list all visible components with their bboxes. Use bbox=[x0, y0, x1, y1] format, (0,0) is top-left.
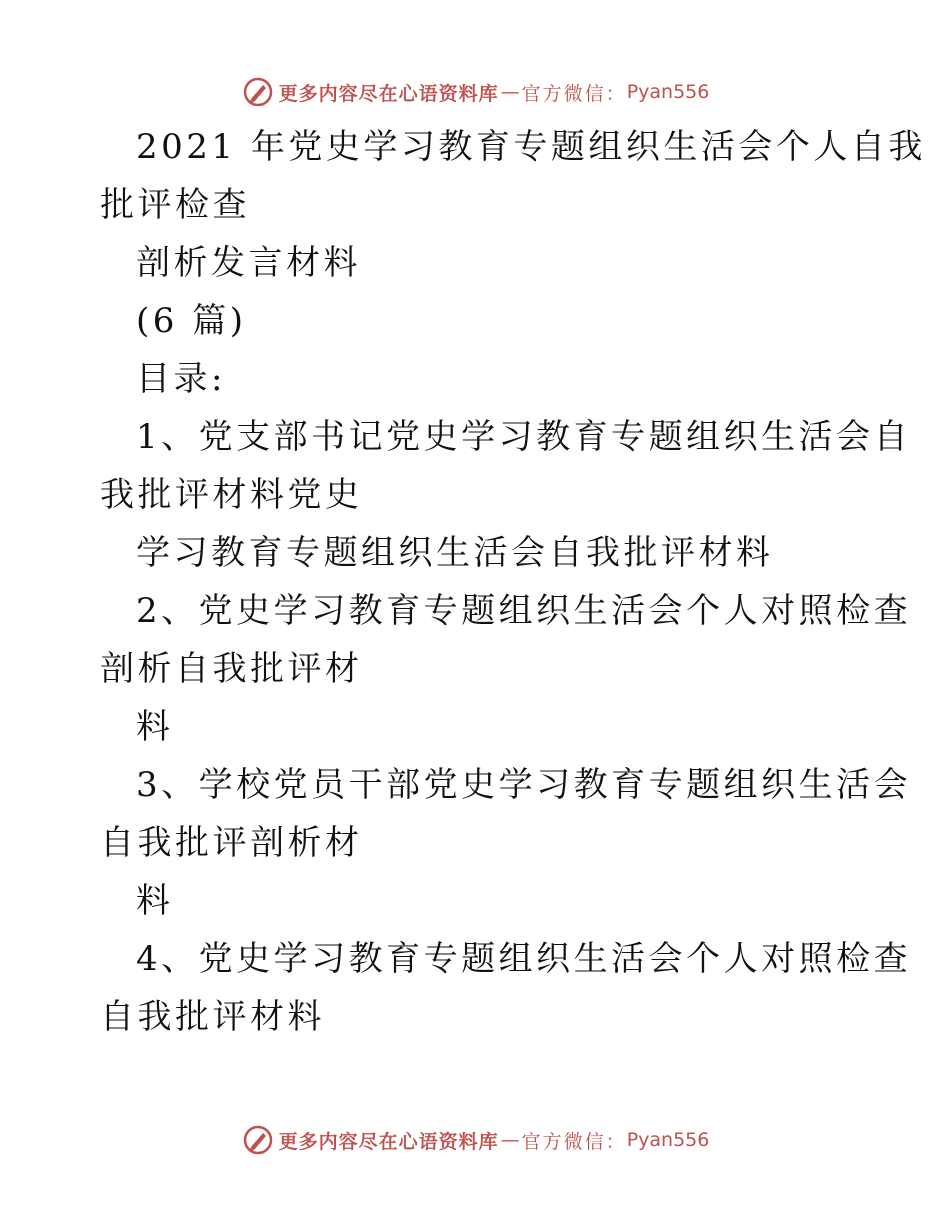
header-watermark bbox=[0, 72, 950, 112]
watermark-sub-text: 官方微信： bbox=[521, 1130, 627, 1153]
body-line: (6 篇) bbox=[136, 301, 247, 341]
document-body bbox=[0, 118, 950, 1046]
toc-entry: 料 bbox=[136, 707, 174, 747]
toc-entry: 剖析自我批评材 bbox=[100, 649, 363, 689]
watermark-wechat-id: Pyan556 bbox=[626, 1129, 710, 1151]
toc-entry: 自我批评剖析材 bbox=[100, 823, 363, 863]
toc-entry: 2、党史学习教育专题组织生活会个人对照检查 bbox=[136, 591, 912, 631]
footer-watermark bbox=[0, 1120, 950, 1160]
toc-entry: 我批评材料党史 bbox=[100, 475, 363, 515]
toc-entry: 自我批评材料 bbox=[100, 997, 325, 1037]
watermark-main-text: 更多内容尽在心语资料库 bbox=[278, 82, 499, 105]
toc-entry: 3、学校党员干部党史学习教育专题组织生活会 bbox=[136, 765, 912, 805]
toc-entry: 学习教育专题组织生活会自我批评材料 bbox=[136, 533, 774, 573]
body-line: 剖析发言材料 bbox=[136, 243, 361, 283]
watermark-main-text: 更多内容尽在心语资料库 bbox=[278, 1130, 499, 1153]
toc-entry: 4、党史学习教育专题组织生活会个人对照检查 bbox=[136, 939, 912, 979]
watermark-sub-text: 官方微信： bbox=[521, 82, 627, 105]
watermark-wechat-id: Pyan556 bbox=[626, 81, 710, 103]
watermark-dash: — bbox=[500, 1129, 520, 1151]
pen-logo-icon bbox=[241, 75, 275, 109]
body-line: 批评检查 bbox=[100, 185, 250, 225]
toc-entry: 1、党支部书记党史学习教育专题组织生活会自 bbox=[136, 417, 912, 457]
watermark-dash: — bbox=[500, 81, 520, 103]
pen-logo-icon bbox=[241, 1123, 275, 1157]
toc-entry: 料 bbox=[136, 881, 174, 921]
body-line: 2021 年党史学习教育专题组织生活会个人自我 bbox=[136, 127, 926, 167]
body-line: 目录: bbox=[136, 359, 226, 399]
